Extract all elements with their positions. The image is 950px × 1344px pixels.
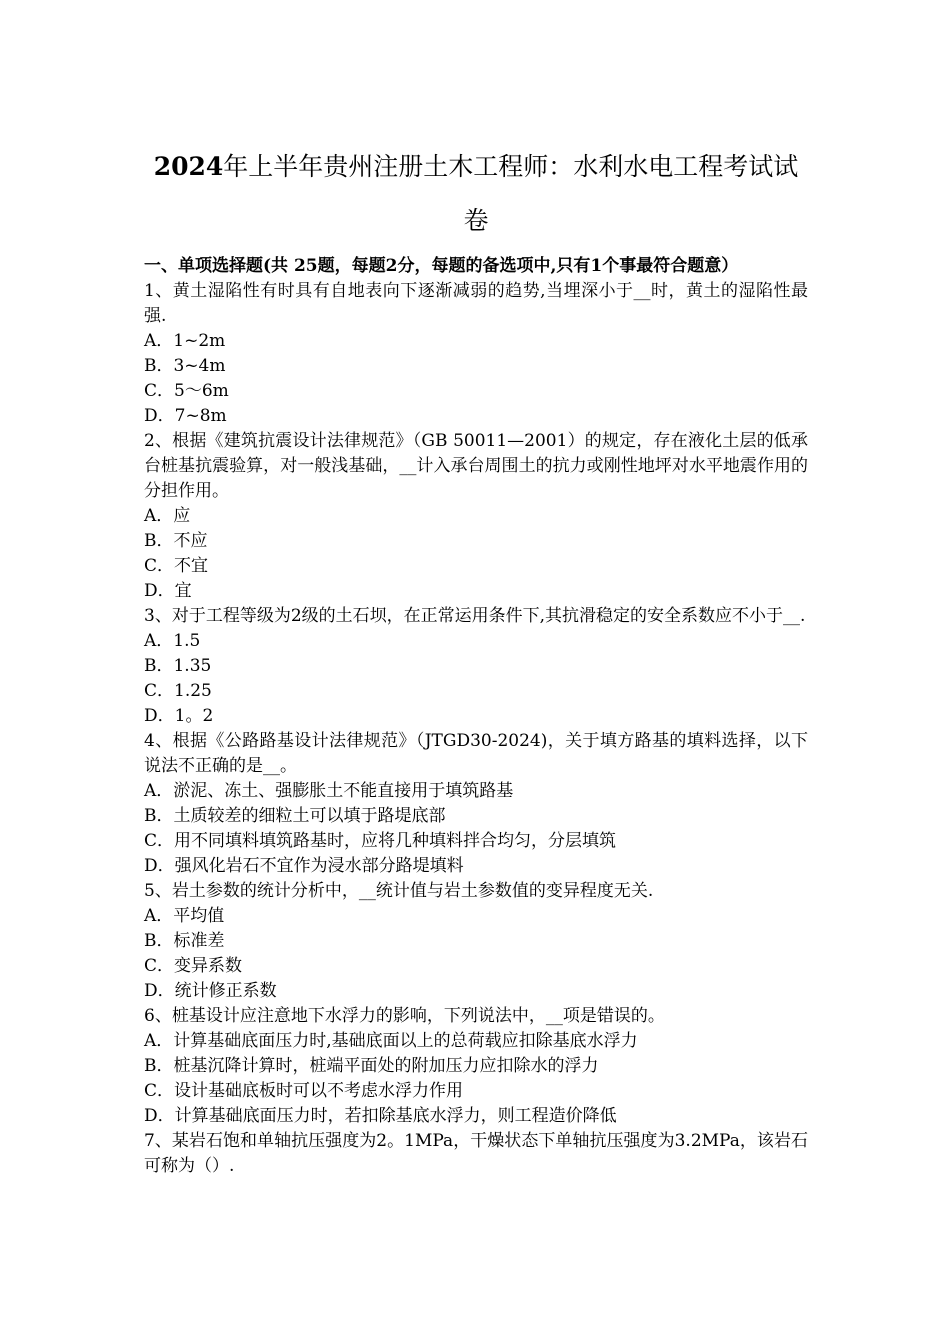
title-line-1 bbox=[144, 140, 808, 194]
option-a: A．1~2m bbox=[144, 331, 226, 351]
option-c: C．用不同填料填筑路基时，应将几种填料拌合均匀，分层填筑 bbox=[144, 831, 617, 851]
document-page bbox=[144, 140, 808, 1179]
question-7 bbox=[144, 1129, 808, 1179]
question-stem: 3、对于工程等级为2级的土石坝，在正常运用条件下,其抗滑稳定的安全系数应不小于__. bbox=[144, 606, 806, 626]
option-d: D．强风化岩石不宜作为浸水部分路堤填料 bbox=[144, 856, 464, 876]
option-b: B．桩基沉降计算时，桩端平面处的附加压力应扣除水的浮力 bbox=[144, 1056, 599, 1076]
question-stem: 1、黄土湿陷性有时具有自地表向下逐渐减弱的趋势,当埋深小于__时，黄土的湿陷性最强. bbox=[144, 281, 808, 326]
question-3 bbox=[144, 604, 808, 729]
question-stem: 5、岩土参数的统计分析中，__统计值与岩土参数值的变异程度无关. bbox=[144, 881, 654, 901]
option-b: B．3~4m bbox=[144, 356, 226, 376]
option-c: C．不宜 bbox=[144, 556, 209, 576]
title-line-2: 卷 bbox=[463, 206, 489, 235]
option-c: C．变异系数 bbox=[144, 956, 243, 976]
title-text: 年上半年贵州注册土木工程师：水利水电工程考试试 bbox=[223, 152, 799, 181]
question-6 bbox=[144, 1004, 808, 1129]
option-d: D．计算基础底面压力时，若扣除基底水浮力，则工程造价降低 bbox=[144, 1106, 617, 1126]
option-a: A．应 bbox=[144, 506, 191, 526]
option-b: B．标准差 bbox=[144, 931, 225, 951]
option-d: D．宜 bbox=[144, 581, 192, 601]
title-year: 2024 bbox=[153, 152, 224, 181]
question-list bbox=[144, 279, 808, 1179]
question-5 bbox=[144, 879, 808, 1004]
question-stem: 4、根据《公路路基设计法律规范》（JTGD30-2024)，关于填方路基的填料选择，以下说法不正确的是__。 bbox=[144, 731, 808, 776]
option-d: D．统计修正系数 bbox=[144, 981, 277, 1001]
option-c: C．1.25 bbox=[144, 681, 212, 701]
question-2 bbox=[144, 429, 808, 604]
document-title bbox=[144, 140, 808, 248]
option-a: A．计算基础底面压力时,基础底面以上的总荷载应扣除基底水浮力 bbox=[144, 1031, 638, 1051]
question-4 bbox=[144, 729, 808, 879]
option-a: A．淤泥、冻土、强膨胀土不能直接用于填筑路基 bbox=[144, 781, 514, 801]
question-stem: 6、桩基设计应注意地下水浮力的影响，下列说法中，__项是错误的。 bbox=[144, 1006, 665, 1026]
section-heading: 一、单项选择题(共 25题，每题2分，每题的备选项中,只有1个事最符合题意） bbox=[144, 256, 739, 276]
question-stem: 7、某岩石饱和单轴抗压强度为2。1MPa，干燥状态下单轴抗压强度为3.2MPa，该岩石可称为（）. bbox=[144, 1131, 808, 1176]
option-b: B．不应 bbox=[144, 531, 208, 551]
question-stem: 2、根据《建筑抗震设计法律规范》（GB 50011—2001）的规定，存在液化土层的低承台桩基抗震验算，对一般浅基础，__计入承台周围土的抗力或刚性地坪对水平地震作用的分担作用。 bbox=[144, 431, 808, 501]
option-d: D．1。2 bbox=[144, 706, 214, 726]
option-a: A．1.5 bbox=[144, 631, 201, 651]
option-b: B．1.35 bbox=[144, 656, 212, 676]
option-b: B．土质较差的细粒土可以填于路堤底部 bbox=[144, 806, 446, 826]
option-d: D．7~8m bbox=[144, 406, 227, 426]
option-c: C．设计基础底板时可以不考虑水浮力作用 bbox=[144, 1081, 464, 1101]
option-a: A．平均值 bbox=[144, 906, 225, 926]
question-1 bbox=[144, 279, 808, 429]
option-c: C．5～6m bbox=[144, 381, 229, 401]
